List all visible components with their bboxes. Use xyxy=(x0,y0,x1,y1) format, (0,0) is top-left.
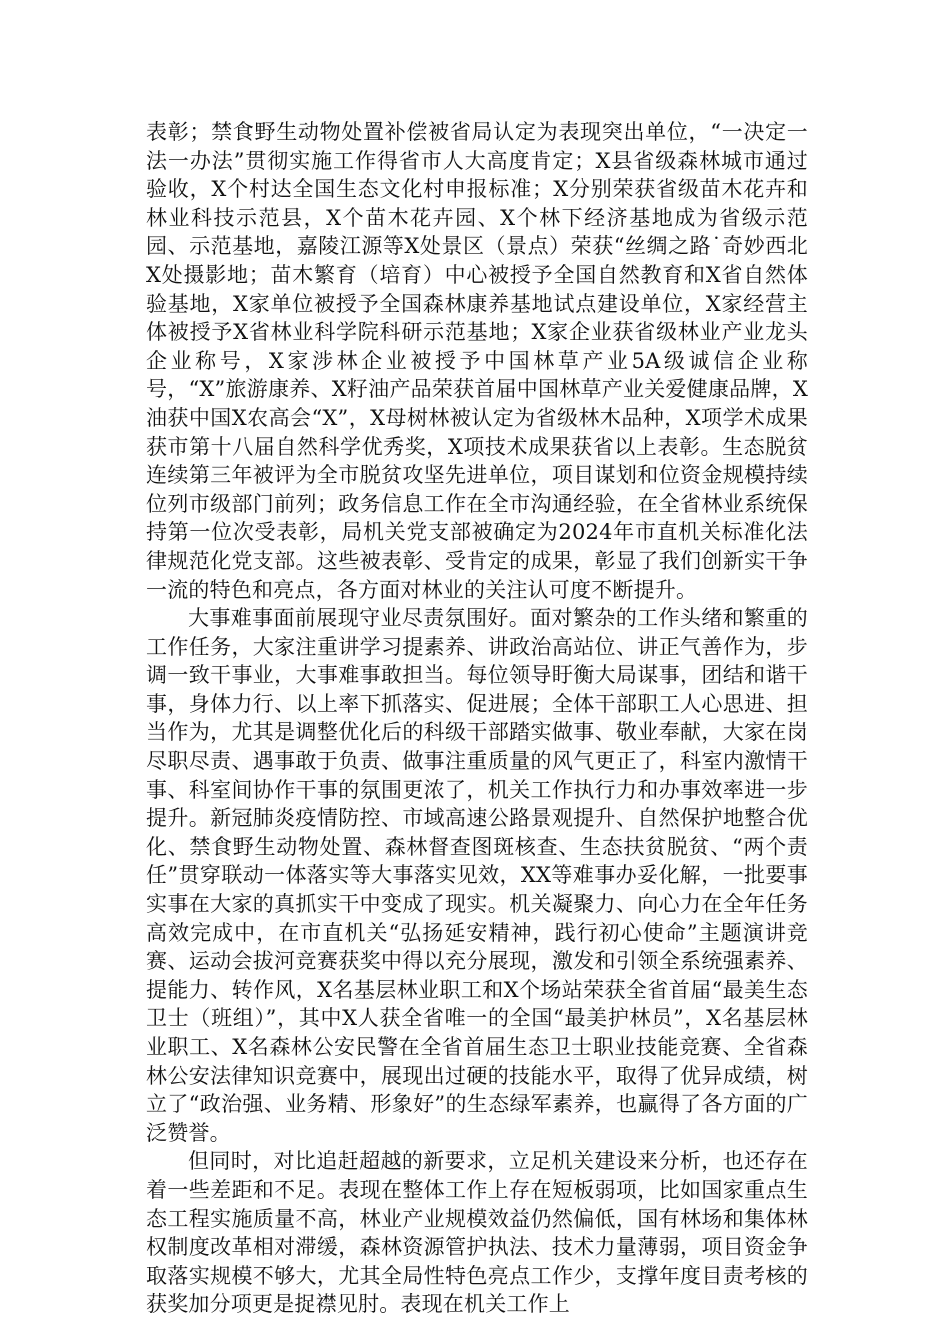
document-body xyxy=(146,118,808,1319)
paragraph-1: 表彰；禁食野生动物处置补偿被省局认定为表现突出单位，“一决定一法一办法”贯彻实施工作得省市人大高度肯定；X县省级森林城市通过验收，X个村达全国生态文化村申报标准；X分别荣获省级苗木花卉和林业科技示范县，X个苗木花卉园、X个林下经济基地成为省级示范园、示范基地，嘉陵江源等X处景区（景点）荣获“丝绸之路˙奇妙西北X处摄影地；苗木繁育（培育）中心被授予全国自然教育和X省自然体验基地，X家单位被授予全国森林康养基地试点建设单位，X家经营主体被授予X省林业科学院科研示范基地；X家企业获省级林业产业龙头企业称号，X家涉林企业被授予中国林草产业5A级诚信企业称号，“X”旅游康养、X籽油产品荣获首届中国林草产业关爱健康品牌，X油获中国X农高会“X”，X母树林被认定为省级林木品种，X项学术成果获市第十八届自然科学优秀奖，X项技术成果获省以上表彰。生态脱贫连续第三年被评为全市脱贫攻坚先进单位，项目谋划和位资金规模持续位列市级部门前列；政务信息工作在全市沟通经验，在全省林业系统保持第一位次受表彰，局机关党支部被确定为2024年市直机关标准化法律规范化党支部。这些被表彰、受肯定的成果，彰显了我们创新实干争一流的特色和亮点，各方面对林业的关注认可度不断提升。 xyxy=(146,120,808,602)
paragraph-2: 大事难事面前展现守业尽责氛围好。面对繁杂的工作头绪和繁重的工作任务，大家注重讲学习提素养、讲政治高站位、讲正气善作为，步调一致干事业，大事难事敢担当。每位领导盱衡大局谋事，团结和谐干事，身体力行、以上率下抓落实、促进展；全体干部职工人心思进、担当作为，尤其是调整优化后的科级干部踏实做事、敬业奉献，大家在岗尽职尽责、遇事敢于负责、做事注重质量的风气更正了，科室内激情干事、科室间协作干事的氛围更浓了，机关工作执行力和办事效率进一步提升。新冠肺炎疫情防控、市域高速公路景观提升、自然保护地整合优化、禁食野生动物处置、森林督查图斑核查、生态扶贫脱贫、“两个责任”贯穿联动一体落实等大事落实见效，XX等难事办妥化解，一批要事实事在大家的真抓实干中变成了现实。机关凝聚力、向心力在全年任务高效完成中，在市直机关“弘扬延安精神，践行初心使命”主题演讲竞赛、运动会拔河竞赛获奖中得以充分展现，激发和引领全系统强素养、提能力、转作风，X名基层林业职工和X个场站荣获全省首届“最美生态卫士（班组）”，其中X人获全省唯一的全国“最美护林员”，X名基层林业职工、X名森林公安民警在全省首届生态卫士职业技能竞赛、全省森林公安法律知识竞赛中，展现出过硬的技能水平，取得了优异成绩，树立了“政治强、业务精、形象好”的生态绿军素养，也赢得了各方面的广泛赞誉。 xyxy=(146,606,808,1145)
paragraph-3: 但同时，对比追赶超越的新要求，立足机关建设来分析，也还存在着一些差距和不足。表现在整体工作上存在短板弱项，比如国家重点生态工程实施质量不高，林业产业规模效益仍然偏低，国有林场和集体林权制度改革相对滞缓，森林资源管护执法、技术力量薄弱，项目资金争取落实规模不够大，尤其全局性特色亮点工作少，支撑年度目责考核的获奖加分项更是捉襟见肘。表现在机关工作上 xyxy=(146,1149,808,1317)
